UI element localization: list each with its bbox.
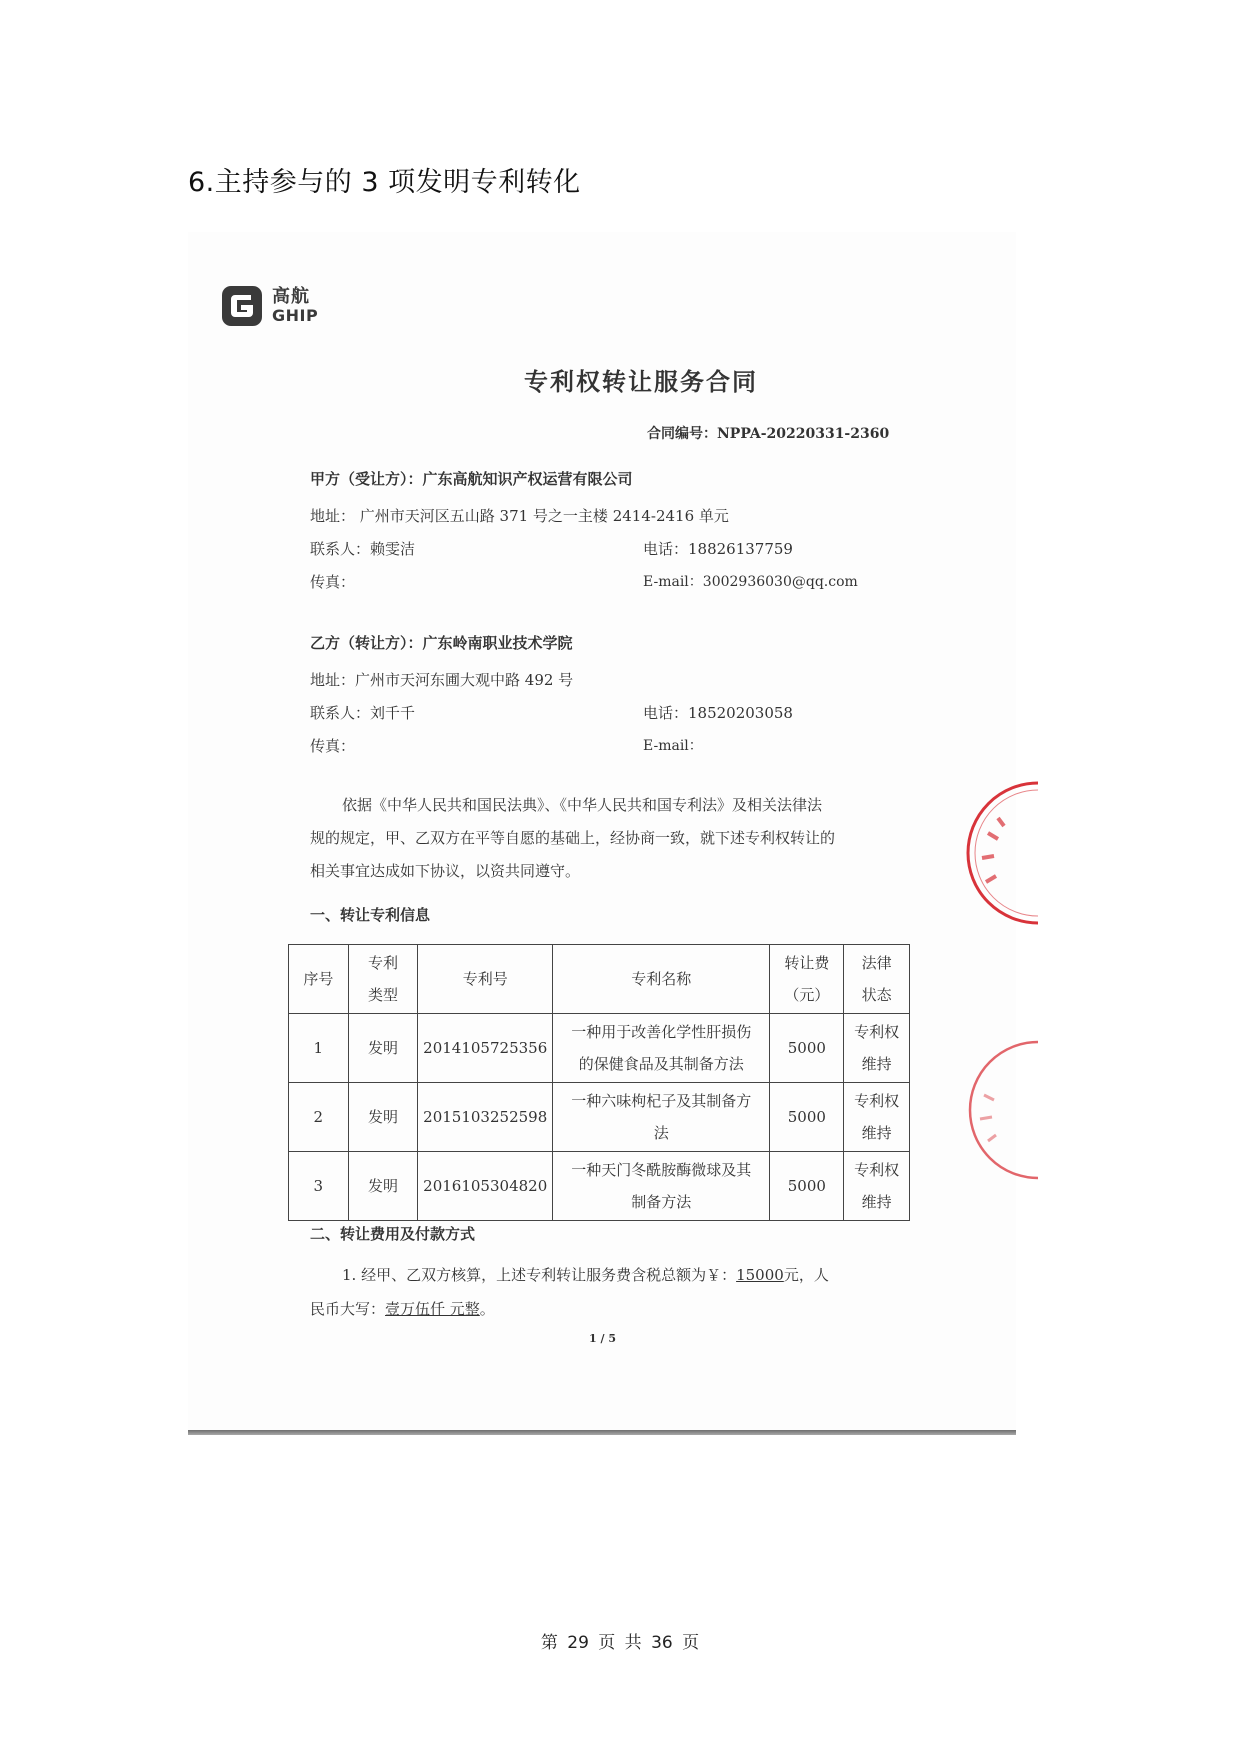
patent-number: 2016105304820: [418, 1152, 553, 1221]
payment-suffix: 元，人: [783, 1266, 829, 1284]
preamble-line: 规的规定，甲、乙双方在平等自愿的基础上，经协商一致，就下述专利权转让的: [310, 829, 836, 847]
header-cell: 转让费 （元）: [770, 945, 844, 1014]
header-cell: 专利 类型: [348, 945, 418, 1014]
row-number: 2: [289, 1083, 349, 1152]
red-seal-stamp-icon: [958, 778, 1038, 928]
legal-status: 专利权 维持: [844, 1083, 910, 1152]
table-row: [289, 1152, 910, 1221]
party-b-phone: 电话：18520203058: [643, 704, 793, 722]
table-row: [289, 1083, 910, 1152]
payment-amount: 15000: [736, 1266, 784, 1284]
patent-type: 发明: [348, 1014, 418, 1083]
party-a-fax: 传真：: [310, 573, 356, 591]
header-cell: 法律 状态: [844, 945, 910, 1014]
patent-name: 一种用于改善化学性肝损伤 的保健食品及其制备方法: [553, 1014, 770, 1083]
party-a-name: 甲方（受让方）：广东高航知识产权运营有限公司: [310, 470, 633, 488]
logo-english-text: GHIP: [272, 306, 319, 325]
payment-end-mark: 。: [479, 1300, 495, 1318]
page-footer: 第 29 页 共 36 页: [540, 1633, 700, 1653]
transfer-fee: 5000: [770, 1083, 844, 1152]
amount-words-label: 民币大写：: [310, 1300, 386, 1318]
header-cell: 序号: [289, 945, 349, 1014]
ghip-logo-icon: [220, 284, 264, 328]
transfer-fee: 5000: [770, 1152, 844, 1221]
preamble-line: 相关事宜达成如下协议，以资共同遵守。: [310, 862, 581, 880]
table-header-row: [289, 945, 910, 1014]
party-b-address: 地址：广州市天河东圃大观中路 492 号: [310, 671, 574, 689]
party-a-email: E-mail：3002936030@qq.com: [643, 574, 858, 590]
patent-number: 2015103252598: [418, 1083, 553, 1152]
party-a-phone: 电话：18826137759: [643, 540, 793, 558]
patent-number: 2014105725356: [418, 1014, 553, 1083]
company-logo: [220, 284, 318, 328]
payment-prefix: 1. 经甲、乙双方核算，上述专利转让服务费含税总额为￥：: [342, 1266, 737, 1284]
patent-table: [288, 944, 910, 1221]
patent-name: 一种六味枸杞子及其制备方 法: [553, 1083, 770, 1152]
transfer-fee: 5000: [770, 1014, 844, 1083]
party-a-address: 地址： 广州市天河区五山路 371 号之一主楼 2414-2416 单元: [310, 507, 729, 525]
page-heading: 6.主持参与的 3 项发明专利转化: [188, 167, 581, 198]
contract-page-marker: 1 / 5: [589, 1332, 616, 1345]
logo-chinese-text: 高航: [272, 286, 310, 307]
party-b-contact: 联系人：刘千千: [310, 704, 416, 722]
row-number: 3: [289, 1152, 349, 1221]
contract-title: 专利权转让服务合同: [524, 367, 758, 396]
legal-status: 专利权 维持: [844, 1152, 910, 1221]
payment-line-1: [342, 1264, 829, 1285]
contract-number: 合同编号：NPPA-20220331-2360: [647, 426, 890, 442]
party-b-email: E-mail：: [643, 738, 703, 754]
amount-in-words: 壹万伍仟 元整: [385, 1300, 480, 1318]
patent-type: 发明: [348, 1152, 418, 1221]
section-2-heading: 二、转让费用及付款方式: [310, 1225, 476, 1243]
payment-line-2: [310, 1298, 495, 1319]
legal-status: 专利权 维持: [844, 1014, 910, 1083]
preamble-line: 依据《中华人民共和国民法典》、《中华人民共和国专利法》及相关法律法: [342, 796, 823, 814]
patent-type: 发明: [348, 1083, 418, 1152]
scan-bottom-edge: [188, 1430, 1016, 1435]
header-cell: 专利号: [418, 945, 553, 1014]
row-number: 1: [289, 1014, 349, 1083]
table-row: [289, 1014, 910, 1083]
party-a-contact: 联系人：赖雯洁: [310, 540, 416, 558]
header-cell: 专利名称: [553, 945, 770, 1014]
patent-name: 一种天门冬酰胺酶微球及其 制备方法: [553, 1152, 770, 1221]
party-b-name: 乙方（转让方）：广东岭南职业技术学院: [310, 634, 573, 652]
faded-seal-stamp-icon: [958, 1035, 1038, 1185]
section-1-heading: 一、转让专利信息: [310, 906, 431, 924]
party-b-fax: 传真：: [310, 737, 356, 755]
